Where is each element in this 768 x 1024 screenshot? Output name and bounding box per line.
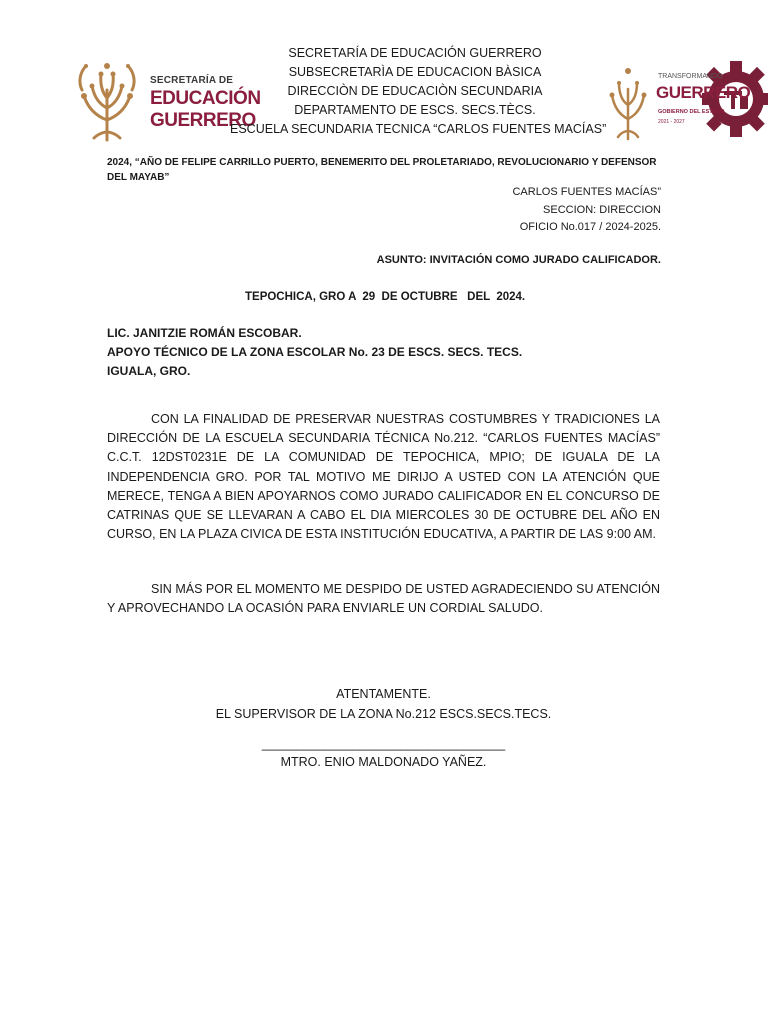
logo-text-guerrero-right: GUERRERO (656, 83, 751, 102)
gobierno-guerrero-logo (604, 55, 768, 145)
header-line-1: SECRETARÍA DE EDUCACIÓN GUERRERO (288, 46, 542, 60)
logo-text-gobierno: GOBIERNO DEL ESTADO (658, 109, 725, 115)
subject-line: ASUNTO: INVITACIÓN COMO JURADO CALIFICADOR. (376, 254, 661, 266)
logo-text-secretaria: SECRETARÍA DE (150, 75, 234, 86)
secretaria-educacion-logo (74, 58, 261, 144)
logo-text-period: 2021 - 2027 (658, 119, 685, 125)
place-date: TEPOCHICA, GRO A 29 DE OCTUBRE DEL 2024. (245, 291, 526, 303)
year-motto: 2024, “AÑO DE FELIPE CARRILLO PUERTO, BENEMERITO DEL PROLETARIADO, REVOLUCIONARIO Y DEFENSOR DEL MAYAB” (107, 157, 657, 183)
body-paragraph-1 (107, 410, 660, 544)
closing-title: EL SUPERVISOR DE LA ZONA No.212 ESCS.SECS.TECS. (215, 707, 552, 721)
ornamental-tree-seal-icon (74, 60, 140, 142)
header-line-5: ESCUELA SECUNDARIA TECNICA “CARLOS FUENTES MACÍAS” (230, 122, 607, 136)
ref-section: SECCION: DIRECCION (543, 204, 661, 216)
recipient-name: LIC. JANITZIE ROMÁN ESCOBAR. (107, 326, 302, 340)
recipient-role: APOYO TÉCNICO DE LA ZONA ESCOLAR No. 23 DE ESCS. SECS. TECS. (107, 345, 523, 359)
body-paragraph-1-text: CON LA FINALIDAD DE PRESERVAR NUESTRAS COSTUMBRES Y TRADICIONES LA DIRECCIÓN DE LA ESCUELA SECUNDARIA TÉCNICA No.212. “CARLOS FUENTES MACÍAS” C.C.T. 12DST0231E DE LA COMUNIDAD DE TEPOCHICA, MPIO; DE IGUALA DE LA INDEPENDENCIA GRO. POR TAL MOTIVO ME DIRIJO A USTED CON LA ATENCIÓN QUE MERECE, TENGA A BIEN APOYARNOS COMO JURADO CALIFICADOR EN EL CONCURSO DE CATRINAS QUE SE LLEVARAN A CABO EL DIA MIERCOLES 30 DE OCTUBRE DEL AÑO EN CURSO, EN LA PLAZA CIVICA DE ESTA INSTITUCIÓN EDUCATIVA, A PARTIR DE LAS 9:00 AM. (107, 412, 660, 542)
header-line-4: DEPARTAMENTO DE ESCS. SECS.TÈCS. (294, 103, 536, 117)
ref-school: CARLOS FUENTES MACÍAS” (512, 186, 661, 198)
ref-oficio: OFICIO No.017 / 2024-2025. (519, 221, 661, 233)
logo-text-guerrero: GUERRERO (150, 110, 256, 131)
header-line-3: DIRECCIÒN DE EDUCACIÒN SECUNDARIA (287, 84, 543, 98)
recipient-city: IGUALA, GRO. (107, 364, 191, 378)
closing-regards: ATENTAMENTE. (336, 687, 431, 701)
signature-line: ___________________________________ (261, 737, 506, 751)
signer-name: MTRO. ENIO MALDONADO YAÑEZ. (280, 755, 487, 769)
body-paragraph-2 (107, 580, 660, 618)
logo-text-educacion: EDUCACIÓN (150, 88, 261, 109)
logo-text-transformando: TRANSFORMANDO (658, 73, 723, 80)
ornamental-tree-seal-icon (606, 61, 650, 141)
header-line-2: SUBSECRETARÌA DE EDUCACION BÀSICA (288, 65, 542, 79)
body-paragraph-2-text: SIN MÁS POR EL MOMENTO ME DESPIDO DE USTED AGRADECIENDO SU ATENCIÓN Y APROVECHANDO LA OCASIÓN PARA ENVIARLE UN CORDIAL SALUDO. (107, 582, 660, 616)
